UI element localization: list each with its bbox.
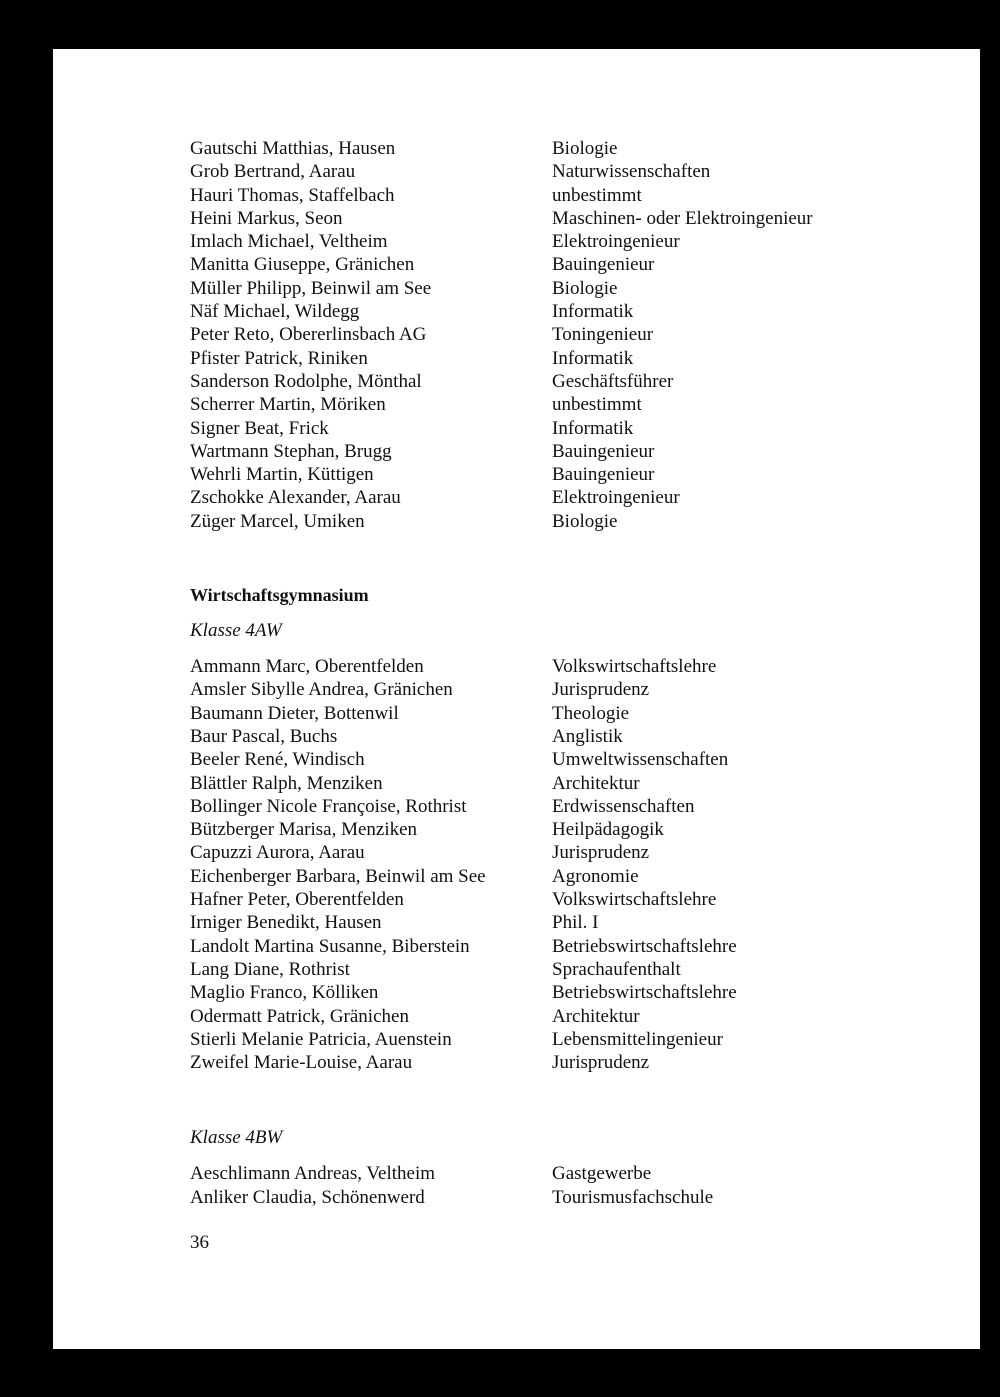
study-subject: Agronomie: [552, 865, 639, 887]
list-row: [190, 888, 950, 911]
list-row: [190, 417, 950, 440]
list-row: [190, 184, 950, 207]
study-subject: Volkswirtschaftslehre: [552, 656, 717, 678]
list-row: [190, 981, 950, 1004]
person-name: Eichenberger Barbara, Beinwil am See: [190, 865, 486, 887]
study-subject: Anglistik: [552, 725, 623, 747]
person-name: Capuzzi Aurora, Aarau: [190, 842, 365, 864]
person-name: Beeler René, Windisch: [190, 749, 365, 771]
person-name: Blättler Ralph, Menziken: [190, 772, 383, 794]
person-name: Amsler Sibylle Andrea, Gränichen: [190, 679, 453, 701]
person-name: Stierli Melanie Patricia, Auenstein: [190, 1028, 452, 1050]
person-name: Grob Bertrand, Aarau: [190, 161, 356, 183]
class-heading-4aw: Klasse 4AW: [190, 620, 282, 642]
person-name: Manitta Giuseppe, Gränichen: [190, 254, 415, 276]
study-subject: Biologie: [552, 510, 618, 532]
list-row: [190, 300, 950, 323]
list-row: [190, 795, 950, 818]
study-subject: Bauingenieur: [552, 440, 655, 462]
document-page: [53, 49, 980, 1349]
list-row: [190, 818, 950, 841]
study-subject: Betriebswirtschaftslehre: [552, 982, 737, 1004]
study-subject: Jurisprudenz: [552, 842, 650, 864]
person-name: Lang Diane, Rothrist: [190, 958, 350, 980]
section-heading: Wirtschaftsgymnasium: [190, 585, 369, 606]
list-row: [190, 841, 950, 864]
person-name: Sanderson Rodolphe, Mönthal: [190, 370, 422, 392]
list-row: [190, 207, 950, 230]
person-name: Aeschlimann Andreas, Veltheim: [190, 1163, 436, 1185]
study-subject: Elektroingenieur: [552, 231, 680, 253]
list-row: [190, 935, 950, 958]
study-subject: Elektroingenieur: [552, 487, 680, 509]
page-content: [190, 137, 950, 1255]
person-name: Näf Michael, Wildegg: [190, 301, 360, 323]
person-name: Landolt Martina Susanne, Biberstein: [190, 935, 470, 957]
person-name: Hafner Peter, Oberentfelden: [190, 889, 404, 911]
study-subject: Maschinen- oder Elektroingenieur: [552, 207, 813, 229]
study-subject: Geschäftsführer: [552, 370, 674, 392]
list-row: [190, 253, 950, 276]
person-name: Anliker Claudia, Schönenwerd: [190, 1186, 425, 1208]
class-heading-4bw: Klasse 4BW: [190, 1127, 283, 1149]
study-subject: unbestimmt: [552, 184, 642, 206]
study-subject: unbestimmt: [552, 394, 642, 416]
list-row: [190, 1051, 950, 1074]
graduate-list-4bw: [190, 1162, 950, 1209]
person-name: Odermatt Patrick, Gränichen: [190, 1005, 409, 1027]
study-subject: Architektur: [552, 772, 640, 794]
study-subject: Architektur: [552, 1005, 640, 1027]
person-name: Baur Pascal, Buchs: [190, 725, 338, 747]
study-subject: Betriebswirtschaftslehre: [552, 935, 737, 957]
list-row: [190, 865, 950, 888]
list-row: [190, 277, 950, 300]
person-name: Maglio Franco, Kölliken: [190, 982, 379, 1004]
study-subject: Informatik: [552, 417, 634, 439]
person-name: Signer Beat, Frick: [190, 417, 329, 439]
person-name: Wehrli Martin, Küttigen: [190, 464, 374, 486]
study-subject: Umweltwissenschaften: [552, 749, 729, 771]
list-row: [190, 440, 950, 463]
person-name: Ammann Marc, Oberentfelden: [190, 656, 424, 678]
list-row: [190, 725, 950, 748]
list-row: [190, 323, 950, 346]
person-name: Gautschi Matthias, Hausen: [190, 138, 396, 159]
study-subject: Biologie: [552, 138, 618, 159]
study-subject: Biologie: [552, 277, 618, 299]
graduate-list-4aw: [190, 655, 950, 1074]
list-row: [190, 1028, 950, 1051]
list-row: [190, 393, 950, 416]
study-subject: Erdwissenschaften: [552, 795, 695, 817]
study-subject: Toningenieur: [552, 324, 654, 346]
person-name: Scherrer Martin, Möriken: [190, 394, 386, 416]
list-row: [190, 486, 950, 509]
list-row: [190, 160, 950, 183]
study-subject: Informatik: [552, 301, 634, 323]
study-subject: Naturwissenschaften: [552, 161, 711, 183]
study-subject: Jurisprudenz: [552, 679, 650, 701]
list-row: [190, 772, 950, 795]
list-row: [190, 347, 950, 370]
list-row: [190, 1186, 950, 1209]
study-subject: Heilpädagogik: [552, 819, 664, 841]
list-row: [190, 655, 950, 678]
person-name: Wartmann Stephan, Brugg: [190, 440, 392, 462]
person-name: Zweifel Marie-Louise, Aarau: [190, 1052, 413, 1074]
person-name: Heini Markus, Seon: [190, 207, 343, 229]
list-row: [190, 702, 950, 725]
list-row: [190, 510, 950, 533]
study-subject: Phil. I: [552, 912, 599, 934]
person-name: Baumann Dieter, Bottenwil: [190, 702, 399, 724]
study-subject: Lebensmittelingenieur: [552, 1028, 723, 1050]
study-subject: Gastgewerbe: [552, 1163, 652, 1185]
person-name: Bützberger Marisa, Menziken: [190, 819, 418, 841]
list-row: [190, 911, 950, 934]
person-name: Müller Philipp, Beinwil am See: [190, 277, 432, 299]
page-number: 36: [190, 1231, 209, 1253]
list-row: [190, 370, 950, 393]
study-subject: Tourismusfachschule: [552, 1186, 714, 1208]
study-subject: Sprachaufenthalt: [552, 958, 681, 980]
person-name: Bollinger Nicole Françoise, Rothrist: [190, 795, 467, 817]
study-subject: Bauingenieur: [552, 464, 655, 486]
person-name: Zschokke Alexander, Aarau: [190, 487, 401, 509]
person-name: Pfister Patrick, Riniken: [190, 347, 368, 369]
list-row: [190, 678, 950, 701]
person-name: Züger Marcel, Umiken: [190, 510, 365, 532]
list-row: [190, 137, 950, 160]
list-row: [190, 958, 950, 981]
study-subject: Bauingenieur: [552, 254, 655, 276]
person-name: Peter Reto, Obererlinsbach AG: [190, 324, 427, 346]
person-name: Irniger Benedikt, Hausen: [190, 912, 382, 934]
list-row: [190, 748, 950, 771]
person-name: Imlach Michael, Veltheim: [190, 231, 388, 253]
person-name: Hauri Thomas, Staffelbach: [190, 184, 395, 206]
study-subject: Jurisprudenz: [552, 1052, 650, 1074]
list-row: [190, 1005, 950, 1028]
graduate-list-top: [190, 137, 950, 533]
study-subject: Volkswirtschaftslehre: [552, 889, 717, 911]
list-row: [190, 230, 950, 253]
study-subject: Theologie: [552, 702, 630, 724]
list-row: [190, 463, 950, 486]
study-subject: Informatik: [552, 347, 634, 369]
list-row: [190, 1162, 950, 1185]
